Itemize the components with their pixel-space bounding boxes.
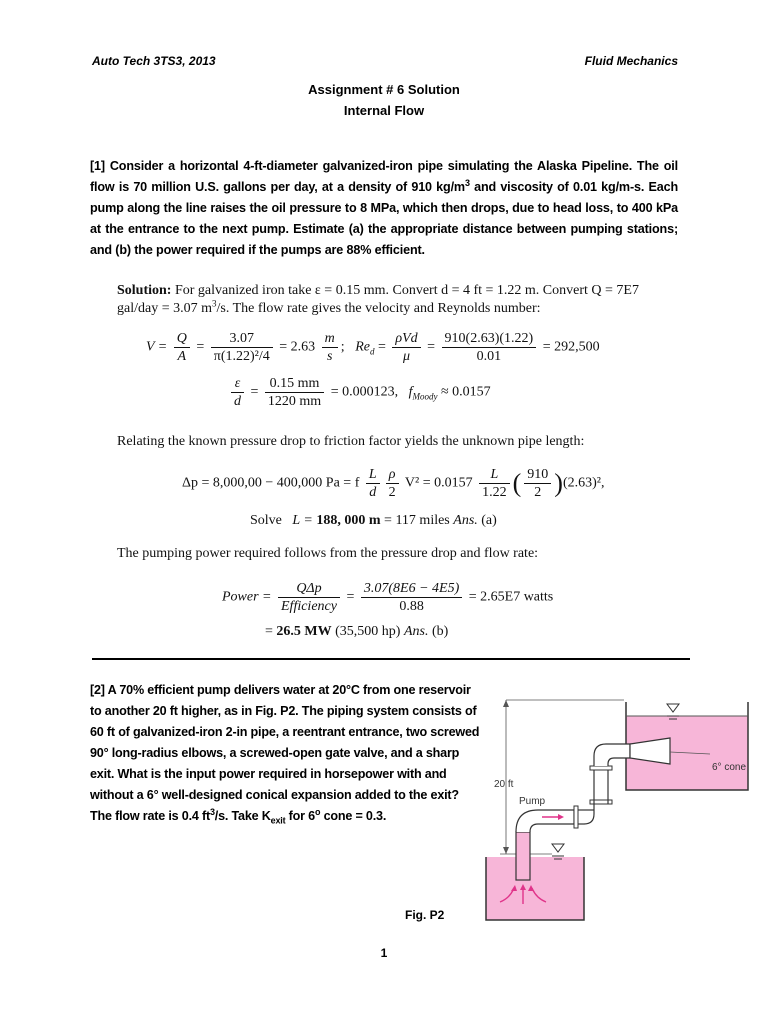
lower-reservoir-water (486, 857, 584, 920)
pump-housing (516, 810, 574, 832)
fraction-q-dp-over-eff: $\frac{\text{QΔp}}{\text{Efficiency}}$ (278, 580, 340, 615)
flange-3 (590, 766, 612, 770)
label-6-cone: 6° cone (712, 762, 747, 773)
problem-1-statement: [1] Consider a horizontal 4-ft-diameter galvanized-iron pipe simulating the Alaska Pipeline. The oil flow is 70 million U.S. gallons per day, at a density of 910 $kg/m^3$ and viscosity of 0.01 kg/m-s. Each pump along the line raises the oil pressure to 8 MPa, which then drops, due to head loss, to 400 kPa at the entrance to the next pump. Estimate (a) the appropriate distance between pumping stations; and (b) the power required if the pumps are 88% efficient. (90, 159, 678, 257)
problem-1-tag: [1] (90, 159, 105, 173)
fraction-flow-over-area: $\frac{3.07}{\text{π(1.22)²/4}}$ (211, 330, 273, 365)
fraction-q-over-a: $\frac{Q}{A}$ (174, 330, 190, 365)
label-pump: Pump (519, 796, 546, 807)
elbow-upper (594, 744, 630, 766)
fraction-l-over-1-22: $\frac{L}{1.22}$ (479, 466, 510, 501)
header-right: Fluid Mechanics (584, 54, 678, 68)
lower-surface-symbol (552, 844, 564, 859)
fraction-rho-over-2: $\frac{\rho}{2}$ (386, 466, 399, 501)
figure-caption: Fig. P2 (405, 908, 445, 922)
equation-roughness: $\frac{\varepsilon}{d}$ = $\frac{0.15 mm}{1220 mm}$ = 0.000123, $f_{Moody} \approx 0.0157$ (228, 375, 491, 410)
dimension-arrow-top (503, 700, 509, 707)
fraction-roughness-values: $\frac{0.15 mm}{1220 mm}$ (265, 375, 324, 410)
power-result: = 26.5 MW (35,500 hp) Ans. (b) (265, 624, 449, 639)
flange-1 (574, 806, 578, 828)
solution-intro: Solution: For galvanized iron take ε = 0.15 mm. Convert d = 4 ft = 1.22 m. Convert Q = 7E7 gal/day = 3.07 $m^3/s$. The flow rate gives the velocity and Reynolds number: (117, 283, 639, 316)
equation-power: Power = $\frac{\text{QΔp}}{\text{Efficiency}}$ = $\frac{3.07(8E6 - 4E5)}{0.88}$ = 2.65E7 watts (222, 581, 554, 614)
figure-p2-diagram (484, 692, 768, 924)
page-title: Assignment # 6 Solution (308, 82, 460, 97)
suction-pipe (516, 832, 530, 880)
label-20ft: 20 ft (494, 779, 514, 790)
equation-velocity-reynolds: V = $\frac{Q}{A}$ = $\frac{3.07}{\text{π(1.22)²/4}}$ = 2.63 $\frac{m}{s}$ ; $Re_d$ = $\frac{\text{ρVd}}{\mu}$ = $\frac{910(2.63)(1.22)}{0.01}$ = 292,500 (146, 331, 600, 364)
problem-2-tag: [2] (90, 683, 105, 697)
solve-line: Solve L = 188, 000 m = 117 miles Ans. (a) (250, 513, 497, 528)
dimension-arrow-bottom (503, 847, 509, 854)
flange-2 (590, 800, 612, 804)
fraction-910-over-2: $\frac{910}{2}$ (524, 466, 551, 501)
pumping-text: The pumping power required follows from the pressure drop and flow rate: (117, 546, 539, 561)
page-subtitle: Internal Flow (343, 103, 425, 118)
fraction-rho-v-d-over-mu: $\frac{\text{ρVd}}{\mu}$ (392, 330, 420, 365)
fraction-power-values: $\frac{3.07(8E6 - 4E5)}{0.88}$ (361, 580, 462, 615)
problem-2-statement: [2] A 70% efficient pump delivers water at 20°C from one reservoir to another 20 ft higher, as in Fig. P2. The piping system consists of 60 ft of galvanized-iron 2-in pipe, a reentrant entrance, two screwed 90° long-radius elbows, a screwed-open gate valve, and a sharp exit. What is the input power required in horsepower with and without a 6° well-designed conical expansion added to the exit? The flow rate is 0.4 $ft^3/s$. Take $K_{exit}$ for 6$^o$ cone = 0.3. (90, 683, 480, 826)
header-left: Auto Tech 3TS3, 2013 (92, 54, 216, 68)
relating-text: Relating the known pressure drop to friction factor yields the unknown pipe length: (117, 434, 585, 449)
fraction-l-over-d: $\frac{L}{d}$ (366, 466, 380, 501)
section-divider (92, 658, 690, 660)
fraction-unit: $\frac{m}{s}$ (322, 330, 338, 365)
page-number: 1 (380, 946, 388, 960)
solution-label: Solution: (117, 283, 172, 298)
elbow-lower (584, 810, 594, 824)
equation-pressure-drop: Δp = 8,000,00 − 400,000 Pa = f $\frac{L}{d}$ $\frac{\rho}{2}$ V² = 0.0157 $\frac{L}{1.22}$ ( $\frac{910}{2}$ )(2.63)², (182, 467, 605, 500)
fraction-reynolds-values: $\frac{910(2.63)(1.22)}{0.01}$ (442, 330, 537, 365)
fraction-epsilon-over-d: $\frac{\varepsilon}{d}$ (231, 375, 244, 410)
